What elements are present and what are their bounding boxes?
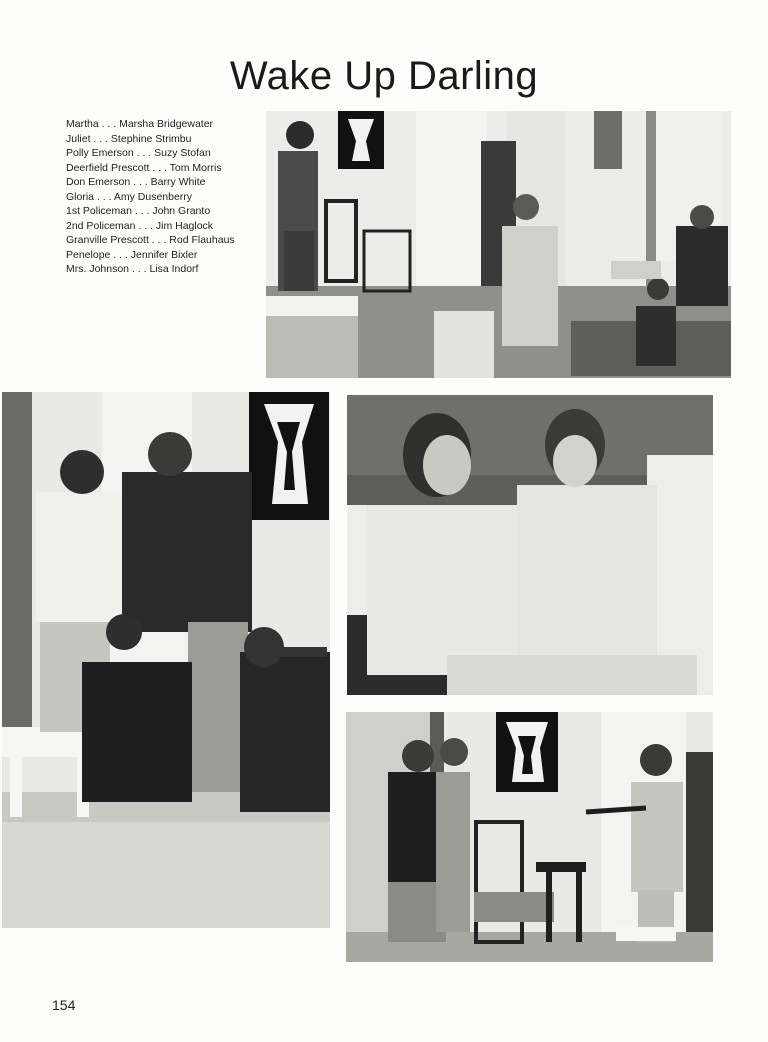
page-title: Wake Up Darling [229, 54, 539, 98]
stage-photo-conversation [347, 395, 713, 695]
cast-item: Juliet . . . Stephine Strimbu [66, 132, 192, 145]
cast-item: Mrs. Johnson . . . Lisa Indorf [66, 263, 199, 275]
cast-item: 2nd Policeman . . . Jim Haglock [66, 219, 214, 232]
cast-item: Martha . . . Marsha Bridgewater [66, 118, 214, 130]
stage-photo-confrontation [2, 392, 330, 928]
cast-item: Granville Prescott . . . Rod Flauhaus [66, 234, 235, 246]
cast-item: Penelope . . . Jennifer Bixler [66, 248, 198, 261]
cast-item: Polly Emerson . . . Suzy Stofan [66, 147, 211, 159]
stage-photo-policeman [346, 712, 713, 962]
cast-item: Gloria . . . Amy Dusenberry [66, 190, 193, 203]
cast-item: Don Emerson . . . Barry White [66, 176, 206, 188]
cast-list [66, 117, 235, 277]
stage-photo-living-room [266, 111, 731, 378]
page-number: 154 [52, 997, 76, 1013]
cast-item: Deerfield Prescott . . . Tom Morris [66, 161, 222, 174]
cast-item: 1st Policeman . . . John Granto [66, 205, 211, 217]
